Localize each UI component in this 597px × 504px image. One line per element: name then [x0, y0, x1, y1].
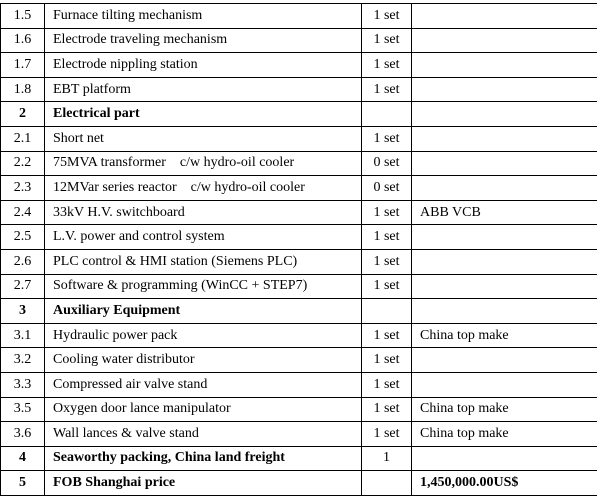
- item-quantity-cell: 1 set: [362, 397, 412, 422]
- table-row: [1, 53, 597, 78]
- item-quantity-cell: 0 set: [362, 151, 412, 176]
- item-number-cell: 3.5: [1, 397, 45, 422]
- item-number-cell: 2.3: [1, 176, 45, 201]
- item-number-cell: 2.4: [1, 200, 45, 225]
- table-row: [1, 372, 597, 397]
- item-quantity-cell: 1 set: [362, 323, 412, 348]
- item-description-cell: Furnace tilting mechanism: [45, 4, 362, 29]
- section-header-row: [1, 446, 597, 471]
- section-number-cell: 2: [1, 102, 45, 127]
- item-description-cell: Short net: [45, 126, 362, 151]
- item-description-cell: Software & programming (WinCC + STEP7): [45, 274, 362, 299]
- item-quantity-cell: 1 set: [362, 372, 412, 397]
- item-quantity-cell: 1 set: [362, 126, 412, 151]
- item-description-cell: PLC control & HMI station (Siemens PLC): [45, 249, 362, 274]
- item-remark-cell: [412, 348, 597, 373]
- table-row: [1, 200, 597, 225]
- section-quantity-cell: [362, 299, 412, 324]
- item-description-cell: Electrode nippling station: [45, 53, 362, 78]
- item-remark-cell: China top make: [412, 323, 597, 348]
- section-header-row: [1, 299, 597, 324]
- item-number-cell: 3.6: [1, 422, 45, 447]
- section-remark-cell: [412, 299, 597, 324]
- section-number-cell: 5: [1, 471, 45, 496]
- table-row: [1, 176, 597, 201]
- price-quotation-table: [0, 3, 597, 496]
- item-remark-cell: China top make: [412, 397, 597, 422]
- item-description-cell: 33kV H.V. switchboard: [45, 200, 362, 225]
- item-quantity-cell: 1 set: [362, 422, 412, 447]
- item-number-cell: 2.2: [1, 151, 45, 176]
- item-description-cell: L.V. power and control system: [45, 225, 362, 250]
- item-description-cell: Cooling water distributor: [45, 348, 362, 373]
- item-description-cell: 12MVar series reactor c/w hydro-oil cooler: [45, 176, 362, 201]
- item-description-cell: EBT platform: [45, 77, 362, 102]
- item-number-cell: 3.2: [1, 348, 45, 373]
- section-remark-cell: [412, 446, 597, 471]
- item-description-cell: Compressed air valve stand: [45, 372, 362, 397]
- section-title-cell: Seaworthy packing, China land freight: [45, 446, 362, 471]
- section-title-cell: FOB Shanghai price: [45, 471, 362, 496]
- total-price-value: 1,450,000.00US$: [412, 471, 597, 496]
- item-remark-cell: [412, 372, 597, 397]
- item-quantity-cell: 1 set: [362, 4, 412, 29]
- item-number-cell: 2.7: [1, 274, 45, 299]
- table-row: [1, 126, 597, 151]
- table-row: [1, 274, 597, 299]
- table-row: [1, 323, 597, 348]
- section-number-cell: 3: [1, 299, 45, 324]
- item-description-cell: Oxygen door lance manipulator: [45, 397, 362, 422]
- table-row: [1, 4, 597, 29]
- section-title-cell: Electrical part: [45, 102, 362, 127]
- section-quantity-cell: [362, 471, 412, 496]
- item-number-cell: 2.5: [1, 225, 45, 250]
- item-number-cell: 1.7: [1, 53, 45, 78]
- table-row: [1, 151, 597, 176]
- table-row: [1, 249, 597, 274]
- table-row: [1, 397, 597, 422]
- total-price-row: [1, 471, 597, 496]
- item-remark-cell: [412, 151, 597, 176]
- item-number-cell: 1.8: [1, 77, 45, 102]
- item-quantity-cell: 1 set: [362, 28, 412, 53]
- table-row: [1, 225, 597, 250]
- item-description-cell: Hydraulic power pack: [45, 323, 362, 348]
- packing-quantity-cell: 1: [362, 446, 412, 471]
- table-body: [1, 4, 597, 496]
- item-remark-cell: China top make: [412, 422, 597, 447]
- item-remark-cell: ABB VCB: [412, 200, 597, 225]
- table-row: [1, 77, 597, 102]
- item-quantity-cell: 1 set: [362, 348, 412, 373]
- item-number-cell: 3.3: [1, 372, 45, 397]
- item-remark-cell: [412, 176, 597, 201]
- section-number-cell: 4: [1, 446, 45, 471]
- item-description-cell: 75MVA transformer c/w hydro-oil cooler: [45, 151, 362, 176]
- table-row: [1, 28, 597, 53]
- item-quantity-cell: 1 set: [362, 53, 412, 78]
- section-remark-cell: [412, 102, 597, 127]
- item-remark-cell: [412, 249, 597, 274]
- item-quantity-cell: 1 set: [362, 249, 412, 274]
- item-remark-cell: [412, 4, 597, 29]
- item-description-cell: Wall lances & valve stand: [45, 422, 362, 447]
- table-row: [1, 348, 597, 373]
- item-quantity-cell: 1 set: [362, 225, 412, 250]
- item-remark-cell: [412, 53, 597, 78]
- item-quantity-cell: 1 set: [362, 274, 412, 299]
- item-quantity-cell: 1 set: [362, 77, 412, 102]
- item-remark-cell: [412, 77, 597, 102]
- item-number-cell: 3.1: [1, 323, 45, 348]
- section-quantity-cell: [362, 102, 412, 127]
- item-remark-cell: [412, 225, 597, 250]
- section-header-row: [1, 102, 597, 127]
- item-remark-cell: [412, 274, 597, 299]
- item-number-cell: 1.6: [1, 28, 45, 53]
- section-title-cell: Auxiliary Equipment: [45, 299, 362, 324]
- item-remark-cell: [412, 28, 597, 53]
- item-description-cell: Electrode traveling mechanism: [45, 28, 362, 53]
- table-row: [1, 422, 597, 447]
- item-number-cell: 1.5: [1, 4, 45, 29]
- item-number-cell: 2.6: [1, 249, 45, 274]
- item-remark-cell: [412, 126, 597, 151]
- item-quantity-cell: 1 set: [362, 200, 412, 225]
- item-number-cell: 2.1: [1, 126, 45, 151]
- item-quantity-cell: 0 set: [362, 176, 412, 201]
